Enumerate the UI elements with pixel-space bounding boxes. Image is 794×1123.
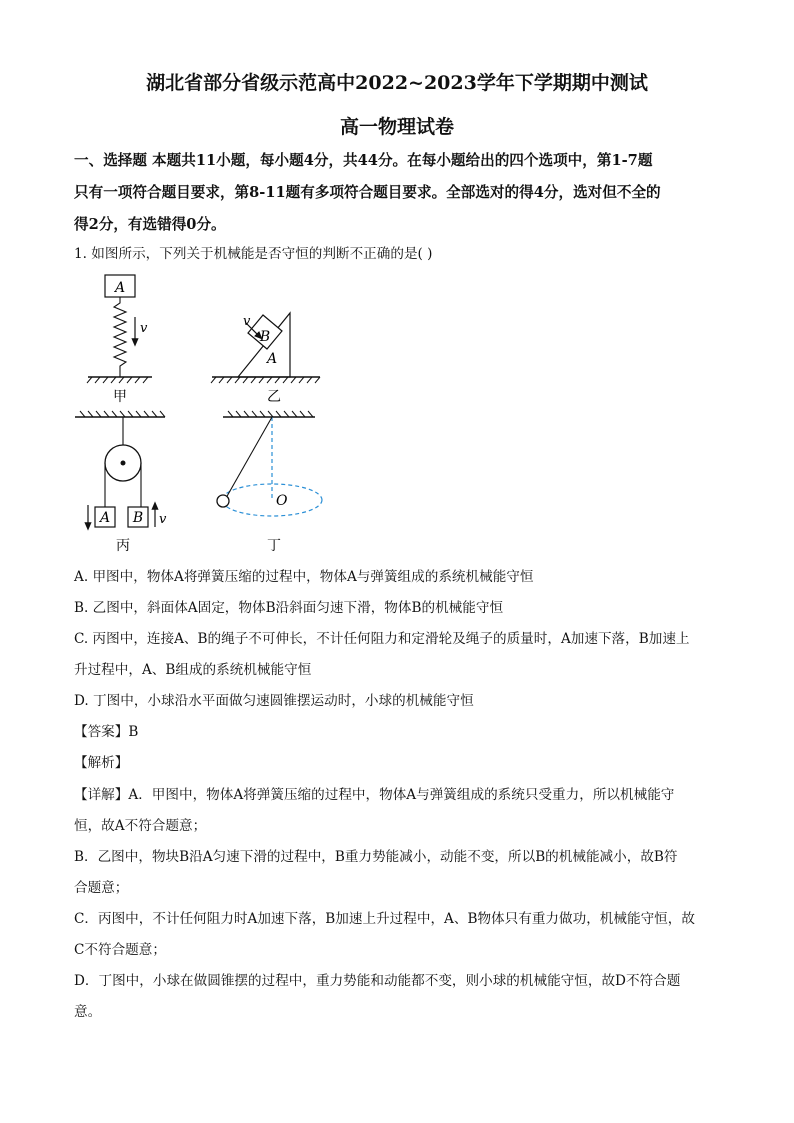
explanation-line: D．丁图中，小球在做圆锥摆的过程中，重力势能和动能都不变，则小球的机械能守恒，故D不符合题 — [74, 973, 681, 989]
option-b: B. 乙图中，斜面体A固定，物体B沿斜面匀速下滑，物体B的机械能守恒 — [74, 600, 504, 616]
label-b: B — [132, 510, 144, 526]
explanation-line: B．乙图中，物块B沿A匀速下滑的过程中，B重力势能减小，动能不变，所以B的机械能减小，故B符 — [74, 849, 678, 865]
option-d: D. 丁图中，小球沿水平面做匀速圆锥摆运动时，小球的机械能守恒 — [74, 693, 474, 709]
figure-jia — [87, 275, 152, 405]
exam-title: 湖北省部分省级示范高中2022~2023学年下学期期中测试 — [146, 72, 648, 94]
explanation-line: C不符合题意； — [74, 942, 166, 958]
figure-ding — [217, 411, 322, 554]
spring — [114, 297, 126, 377]
option-c: C. 丙图中，连接A、B的绳子不可伸长，不计任何阻力和定滑轮及绳子的质量时，A加速下落，B加速上 — [74, 631, 690, 647]
label-a: A — [114, 280, 126, 296]
figure-bing — [75, 411, 167, 554]
section-instructions — [74, 145, 724, 241]
label-ding: 丁 — [267, 538, 281, 554]
label-yi: 乙 — [267, 389, 281, 405]
figure-yi — [211, 313, 320, 405]
question-stem: 1. 如图所示，下列关于机械能是否守恒的判断不正确的是( ) — [74, 246, 433, 262]
option-c-continued: 升过程中，A、B组成的系统机械能守恒 — [74, 662, 312, 678]
label-o: O — [276, 493, 288, 509]
exam-subtitle: 高一物理试卷 — [339, 116, 454, 138]
label-v: v — [159, 512, 167, 527]
label-v: v — [243, 314, 251, 329]
option-a: A. 甲图中，物体A将弹簧压缩的过程中，物体A与弹簧组成的系统机械能守恒 — [74, 569, 534, 585]
analysis-label: 【解析】 — [74, 755, 129, 771]
label-b: B — [259, 329, 271, 345]
explanation-line: 恒，故A不符合题意； — [74, 818, 207, 834]
label-a: A — [99, 510, 111, 526]
section-line: 只有一项符合题目要求，第8-11题有多项符合题目要求。全部选对的得4分，选对但不全的 — [74, 184, 661, 201]
label-v: v — [140, 321, 148, 336]
label-bing: 丙 — [116, 538, 130, 554]
section-line: 一、选择题 本题共11小题，每小题4分，共44分。在每小题给出的四个选项中，第1-7题 — [74, 152, 653, 169]
question-figure — [60, 265, 360, 565]
explanation-line: 合题意； — [74, 880, 129, 896]
explanation-line: 【详解】A．甲图中，物体A将弹簧压缩的过程中，物体A与弹簧组成的系统只受重力，所以机械能守 — [74, 787, 675, 803]
explanation-line: C．丙图中，不计任何阻力时A加速下落，B加速上升过程中，A、B物体只有重力做功，机械能守恒，故 — [74, 911, 695, 927]
explanation-line: 意。 — [74, 1004, 102, 1020]
label-a: A — [266, 351, 278, 367]
label-jia: 甲 — [113, 389, 127, 405]
section-line: 得2分，有选错得0分。 — [74, 216, 226, 233]
answer: 【答案】B — [74, 724, 139, 740]
ball — [217, 495, 229, 507]
